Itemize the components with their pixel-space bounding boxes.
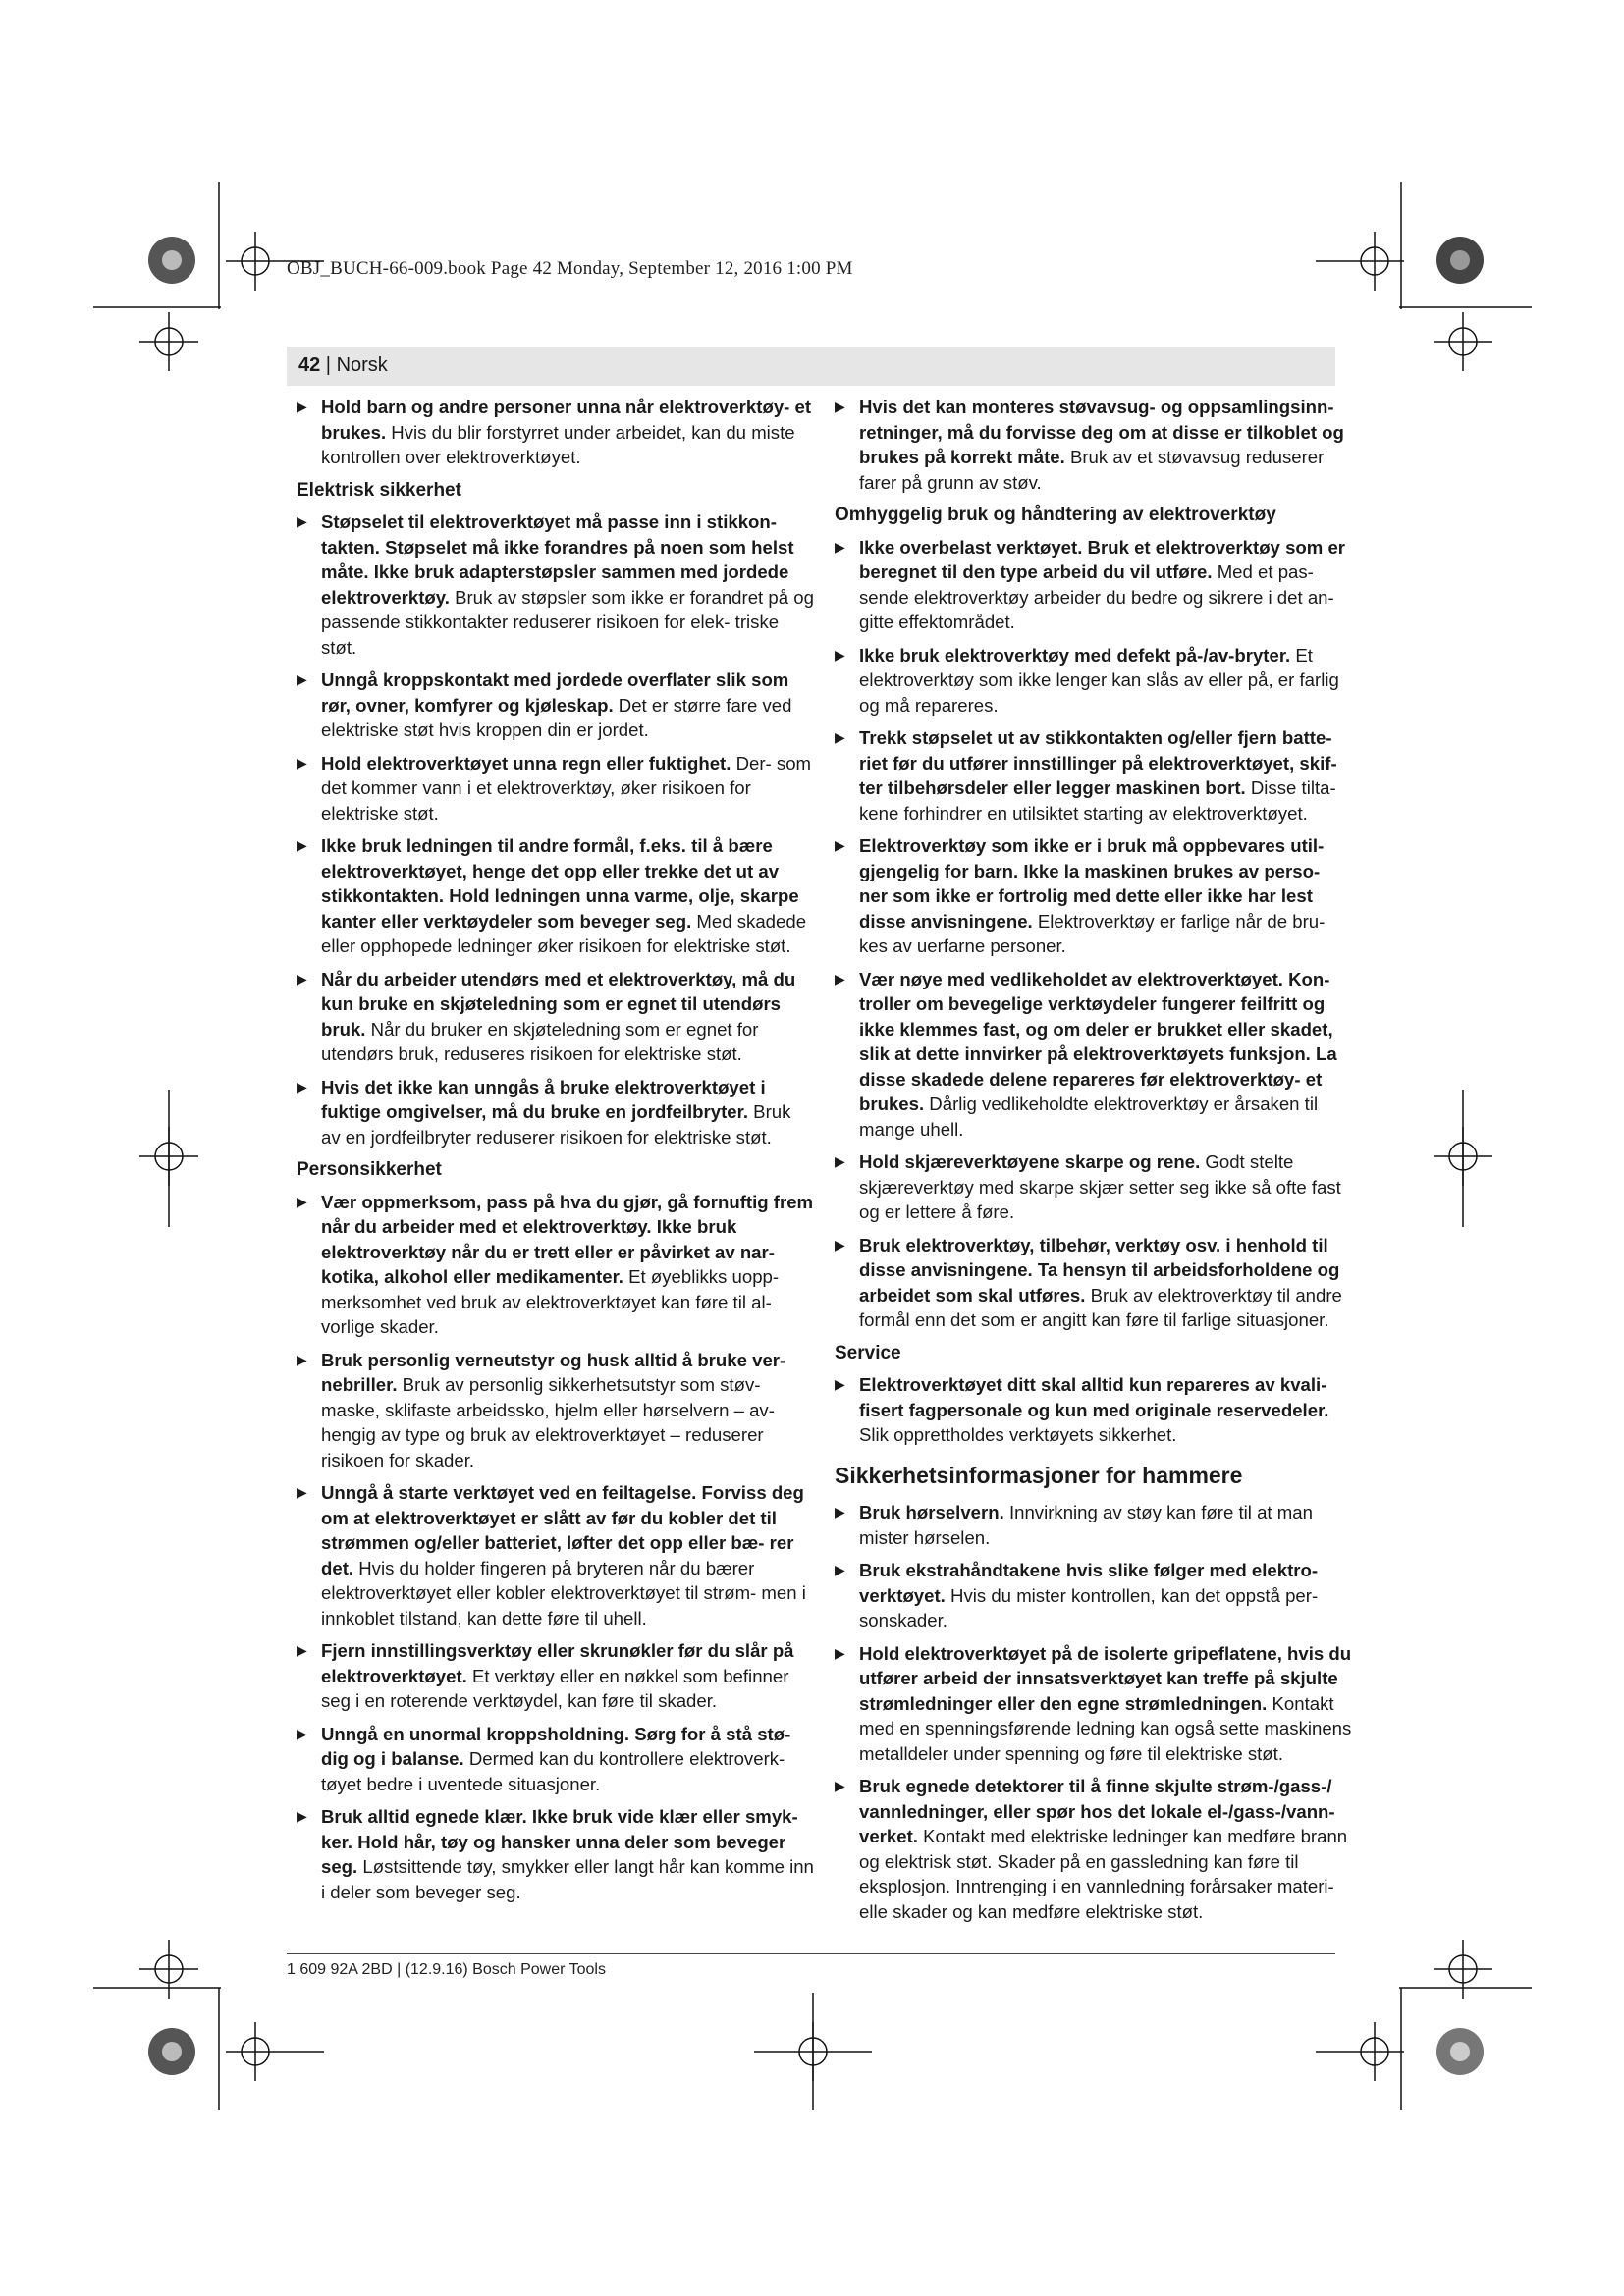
bullet-triangle-icon: ▶ [835, 646, 845, 663]
subsection-heading: Elektrisk sikkerhet [297, 479, 461, 501]
bullet-triangle-icon: ▶ [835, 1644, 845, 1661]
bullet-triangle-icon: ▶ [297, 1808, 307, 1824]
instruction-bold: Unngå å starte verktøyet ved en feiltagelse. Forviss deg om at elektroverktøyet er slått av før du kobler det til strømmen og/eller batteriet, løfter det opp eller bæ- rer det. [321, 1482, 804, 1578]
instruction-text: Kontakt med en spenningsførende ledning kan også sette maskinens metalldeler under spenning og føre til elektriske støt. [859, 1692, 1352, 1764]
instruction-bold: Bruk egnede detektorer til å finne skjulte strøm-/gass-/ vannledninger, eller spør hos det lokale el-/gass-/vann- verket. [859, 1776, 1335, 1846]
page-number: 42 [298, 354, 321, 376]
safety-instruction [297, 1480, 815, 1630]
bullet-triangle-icon: ▶ [835, 1153, 845, 1169]
instruction-bold: Elektroverktøyet ditt skal alltid kun repareres av kvali- fisert fagpersonale og kun med originale reservedeler. [859, 1374, 1329, 1420]
bullet-triangle-icon: ▶ [835, 1562, 845, 1577]
instruction-bold: Unngå kroppskontakt med jordede overflater slik som rør, ovner, komfyrer og kjøleskap. [321, 669, 789, 716]
bullet-triangle-icon: ▶ [297, 1193, 307, 1209]
bullet-triangle-icon: ▶ [297, 1351, 307, 1367]
instruction-text: Bruk av elektroverktøy til andre formål enn det som er angitt kan føre til farlige situasjoner. [859, 1284, 1342, 1330]
subsection-heading: Omhyggelig bruk og håndtering av elektroverktøy [835, 505, 1276, 525]
instruction-text: Hvis du holder fingeren på bryteren når du bærer elektroverktøyet eller kobler elektroverktøyet til strøm- men i innkoblet tilstand, kan dette føre til uhell. [321, 1557, 806, 1629]
safety-instruction [835, 967, 1353, 1143]
color-wheel-icon [148, 237, 195, 284]
safety-instruction [297, 667, 815, 743]
instruction-bold: Bruk alltid egnede klær. Ikke bruk vide klær eller smyk- ker. Hold hår, tøy og hansker unna deler som beveger seg. [321, 1806, 798, 1877]
instruction-bold: Ikke bruk ledningen til andre formål, f.eks. til å bære elektroverktøyet, henge det opp eller trekke det ut av stikkontakten. Hold ledningen unna varme, olje, skarpe kanter eller verktøydeler som beveger seg. [321, 835, 799, 932]
bullet-triangle-icon: ▶ [835, 1504, 845, 1520]
safety-instruction [297, 509, 815, 660]
bullet-triangle-icon: ▶ [297, 1484, 307, 1500]
instruction-bold: Trekk støpselet ut av stikkontakten og/eller fjern batte- riet før du utfører innstillinger på elektroverktøyet, skif- ter tilbehørsdeler eller legger maskinen bort. [859, 727, 1337, 798]
instruction-bold: Ikke bruk elektroverktøy med defekt på-/av-bryter. [859, 644, 1291, 666]
bullet-triangle-icon: ▶ [297, 671, 307, 687]
safety-instruction [835, 1558, 1353, 1633]
safety-instruction [835, 1372, 1353, 1448]
safety-instruction [835, 1641, 1353, 1767]
safety-instruction [297, 751, 815, 827]
instruction-bold: Ikke overbelast verktøyet. Bruk et elektroverktøy som er beregnet til den type arbeid du vil utføre. [859, 536, 1346, 582]
safety-instruction [297, 1804, 815, 1904]
right-column [835, 395, 1353, 1932]
instruction-bold: Hvis det ikke kan unngås å bruke elektroverktøyet i fuktige omgivelser, må du bruke en jordfeilbryter. [321, 1076, 766, 1122]
safety-instruction [297, 1190, 815, 1340]
instruction-text: Bruk av et støvavsug reduserer farer på grunn av støv. [859, 447, 1325, 493]
page-header [287, 347, 1335, 386]
instruction-bold: Elektroverktøy som ikke er i bruk må oppbevares util- gjengelig for barn. Ikke la maskinen brukes av perso- ner som ikke er fortrolig med dette eller ikke har lest disse anvisningene. [859, 835, 1325, 932]
instruction-text: Dermed kan du kontrollere elektroverk- tøyet bedre i uventede situasjoner. [321, 1748, 785, 1794]
safety-instruction [835, 643, 1353, 719]
bullet-triangle-icon: ▶ [297, 1725, 307, 1741]
section-title: Sikkerhetsinformasjoner for hammere [835, 1462, 1243, 1488]
left-column [297, 395, 815, 1912]
bullet-triangle-icon: ▶ [835, 970, 845, 987]
bullet-triangle-icon: ▶ [835, 729, 845, 745]
safety-instruction [297, 967, 815, 1067]
instruction-text: Hvis du mister kontrollen, kan det oppstå per- sonskader. [859, 1584, 1319, 1630]
bullet-triangle-icon: ▶ [297, 1642, 307, 1658]
bullet-triangle-icon: ▶ [835, 1778, 845, 1793]
header-separator: | [320, 354, 337, 376]
instruction-text: Bruk av en jordfeilbryter reduserer risikoen for elektriske støt. [321, 1101, 791, 1148]
bullet-triangle-icon: ▶ [297, 513, 307, 529]
footer-rule [287, 1953, 1335, 1954]
crosshair-icon [226, 2022, 324, 2081]
instruction-bold: Bruk ekstrahåndtakene hvis slike følger med elektro- verktøyet. [859, 1560, 1319, 1606]
bullet-triangle-icon: ▶ [297, 754, 307, 771]
instruction-text: Et verktøy eller en nøkkel som befinner seg i en roterende verktøydel, kan føre til skader. [321, 1665, 789, 1711]
instruction-text: Med et pas- sende elektroverktøy arbeider du bedre og sikrere i det an- gitte effektområdet. [859, 561, 1334, 632]
safety-instruction [835, 725, 1353, 826]
crosshair-icon [1434, 312, 1492, 371]
instruction-bold: Hold elektroverktøyet unna regn eller fuktighet. [321, 752, 731, 774]
color-wheel-icon [148, 2028, 195, 2075]
instruction-bold: Hold elektroverktøyet på de isolerte gripeflatene, hvis du utfører arbeid der innsatsverktøyet kan treffe på skjulte strømledninger eller den egne strømledningen. [859, 1642, 1352, 1714]
bullet-triangle-icon: ▶ [835, 1236, 845, 1253]
bullet-triangle-icon: ▶ [835, 1376, 845, 1392]
instruction-text: Et elektroverktøy som ikke lenger kan slås av eller på, er farlig og må repareres. [859, 644, 1339, 716]
crosshair-icon [1316, 232, 1404, 291]
bullet-triangle-icon: ▶ [297, 399, 307, 414]
crosshair-icon [139, 312, 198, 371]
instruction-bold: Bruk personlig verneutstyr og husk alltid å bruke ver- nebriller. [321, 1349, 786, 1395]
color-wheel-icon [1436, 2028, 1484, 2075]
instruction-bold: Hold skjæreverktøyene skarpe og rene. [859, 1151, 1201, 1172]
safety-instruction [835, 833, 1353, 959]
instruction-text: Der- som det kommer vann i et elektroverktøy, øker risikoen for elektriske støt. [321, 752, 812, 824]
safety-instruction [297, 833, 815, 959]
bullet-triangle-icon: ▶ [835, 399, 845, 414]
instruction-text: Med skadede eller opphopede ledninger øker risikoen for elektriske støt. [321, 910, 807, 956]
crosshair-icon [1316, 2022, 1404, 2081]
instruction-bold: Vær nøye med vedlikeholdet av elektroverktøyet. Kon- troller om bevegelige verktøydeler fungerer feilfritt og ikke klemmes fast, og om deler er brukket eller skadet, slik at dette innvirker på elektroverktøyets funksjon. La disse skadede delene repareres før elektroverktøy- et brukes. [859, 968, 1337, 1114]
safety-instruction [835, 1149, 1353, 1225]
bullet-triangle-icon: ▶ [297, 970, 307, 987]
instruction-text: Elektroverktøy er farlige når de bru- kes av uerfarne personer. [859, 910, 1326, 956]
safety-instruction [835, 1233, 1353, 1333]
safety-instruction [297, 395, 815, 470]
header-language: Norsk [336, 354, 388, 376]
instruction-bold: Vær oppmerksom, pass på hva du gjør, gå fornuftig frem når du arbeider med et elektroverktøy. Ikke bruk elektroverktøy når du er trett eller er påvirket av nar- kotika, alkohol eller medikamenter. [321, 1191, 814, 1287]
instruction-text: Når du bruker en skjøteledning som er egnet for utendørs bruk, reduseres risikoen for elektriske støt. [321, 1018, 759, 1064]
instruction-bold: Hold barn og andre personer unna når elektroverktøy- et brukes. [321, 397, 812, 443]
safety-instruction [297, 1638, 815, 1714]
safety-instruction [835, 535, 1353, 635]
bullet-triangle-icon: ▶ [835, 837, 845, 853]
instruction-bold: Bruk elektroverktøy, tilbehør, verktøy osv. i henhold til disse anvisningene. Ta hensyn til arbeidsforholdene og arbeidet som skal utføres. [859, 1234, 1340, 1306]
instruction-text: Godt stelte skjæreverktøy med skarpe skjær setter seg ikke så ofte fast og er lettere å føre. [859, 1151, 1341, 1222]
instruction-bold: Bruk hørselvern. [859, 1502, 1004, 1522]
instruction-bold: Støpselet til elektroverktøyet må passe inn i stikkon- takten. Støpselet må ikke forandres på noen som helst måte. Ikke bruk adapterstøpsler sammen med jordede elektroverktøy. [321, 511, 794, 608]
safety-instruction [297, 1722, 815, 1797]
color-wheel-icon [1436, 237, 1484, 284]
instruction-text: Løstsittende tøy, smykker eller langt hår kan komme inn i deler som beveger seg. [321, 1856, 814, 1902]
crosshair-icon [1434, 1940, 1492, 1999]
crosshair-icon [226, 232, 324, 291]
crosshair-icon [139, 1940, 198, 1999]
subsection-heading: Service [835, 1342, 901, 1363]
instruction-bold: Hvis det kan monteres støvavsug- og oppsamlingsinn- retninger, må du forvisse deg om at disse er tilkoblet og brukes på korrekt måte. [859, 397, 1344, 467]
bullet-triangle-icon: ▶ [297, 837, 307, 853]
instruction-text: Bruk av støpsler som ikke er forandret på og passende stikkontakter reduserer risikoen for elek- triske støt. [321, 586, 814, 658]
instruction-text: Kontakt med elektriske ledninger kan medføre brann og elektrisk støt. Skader på en gassledning kan føre til eksplosjon. Inntrenging i en vannledning forårsaker materi- elle skader og kan medføre elektriske støt. [859, 1826, 1348, 1922]
subsection-heading: Personsikkerhet [297, 1159, 442, 1180]
instruction-bold: Unngå en unormal kroppsholdning. Sørg for å stå stø- dig og i balanse. [321, 1723, 791, 1769]
safety-instruction [835, 1774, 1353, 1924]
page-footer: 1 609 92A 2BD | (12.9.16) Bosch Power Tools [287, 1961, 606, 1978]
safety-instruction [297, 1348, 815, 1473]
instruction-text: Innvirkning av støy kan føre til at man mister hørselen. [859, 1502, 1313, 1548]
bullet-triangle-icon: ▶ [297, 1078, 307, 1095]
instruction-text: Bruk av personlig sikkerhetsutstyr som støv- maske, sklifaste arbeidssko, hjelm eller hørselvern – av- hengig av type og bruk av elektroverktøyet – reduserer risikoen for skader. [321, 1374, 775, 1470]
instruction-bold: Når du arbeider utendørs med et elektroverktøy, må du kun bruke en skjøteledning som er egnet til utendørs bruk. [321, 968, 796, 1040]
instruction-text: Dårlig vedlikeholdte elektroverktøy er årsaken til mange uhell. [859, 1094, 1319, 1140]
safety-instruction [835, 1500, 1353, 1550]
print-slug: OBJ_BUCH-66-009.book Page 42 Monday, September 12, 2016 1:00 PM [287, 258, 853, 279]
instruction-text: Hvis du blir forstyrret under arbeidet, kan du miste kontrollen over elektroverktøyet. [321, 421, 795, 467]
instruction-text: Slik opprettholdes verktøyets sikkerhet. [859, 1424, 1177, 1445]
instruction-text: Det er større fare ved elektriske støt hvis kroppen din er jordet. [321, 694, 792, 740]
safety-instruction [297, 1075, 815, 1150]
instruction-bold: Fjern innstillingsverktøy eller skrunøkler før du slår på elektroverktøyet. [321, 1640, 794, 1686]
instruction-text: Disse tilta- kene forhindrer en utilsiktet starting av elektroverktøyet. [859, 777, 1336, 824]
safety-instruction [835, 395, 1353, 495]
instruction-text: Et øyeblikks uopp- merksomhet ved bruk av elektroverktøyet kan føre til al- vorlige skader. [321, 1266, 780, 1337]
bullet-triangle-icon: ▶ [835, 538, 845, 555]
